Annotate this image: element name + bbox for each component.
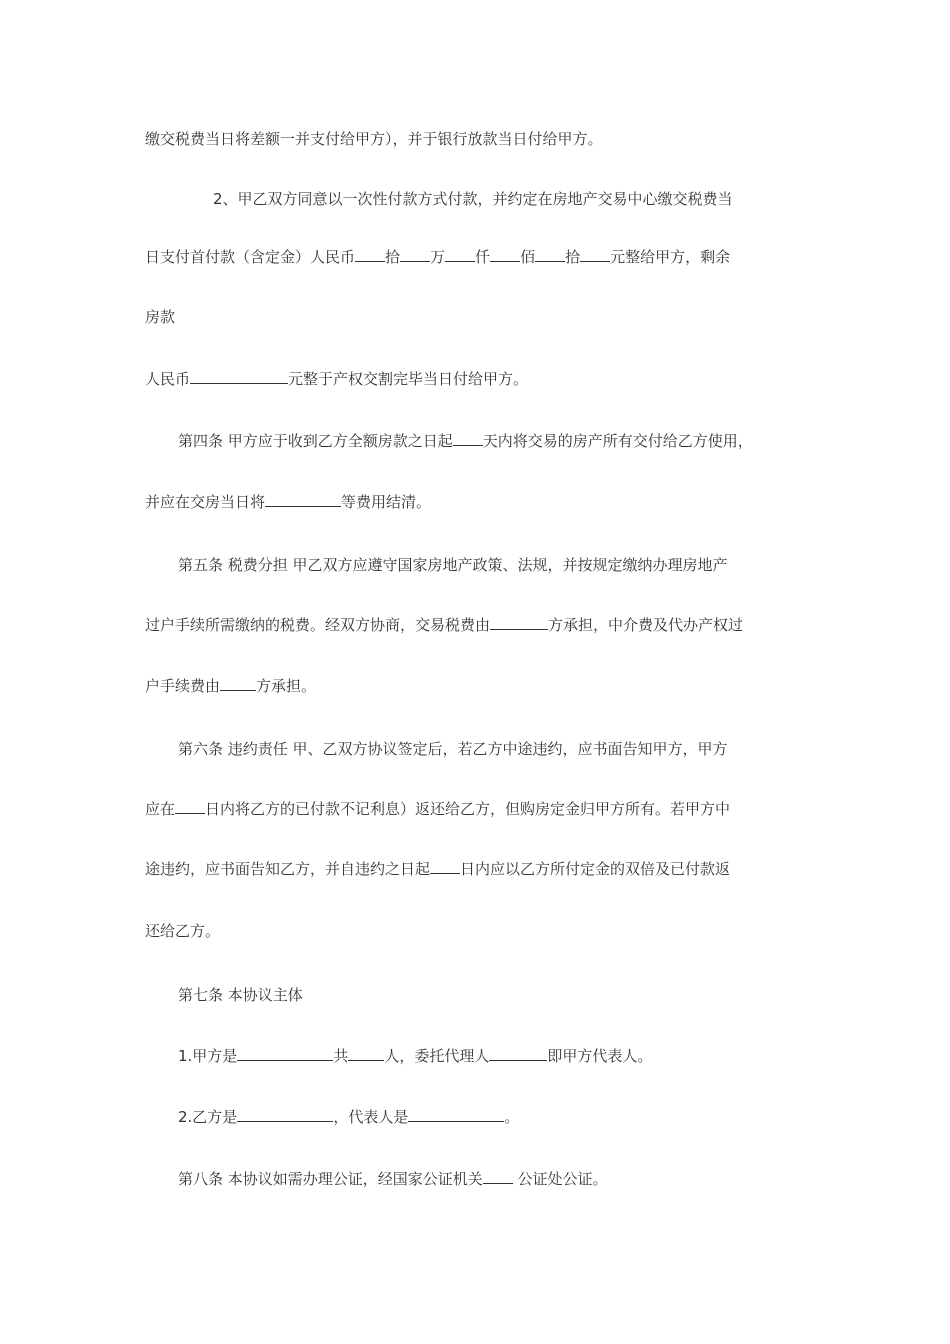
text: 。 <box>504 1108 520 1126</box>
paragraph-line <box>145 798 730 820</box>
blank-field[interactable] <box>453 430 483 446</box>
text: 人民币 <box>145 370 191 388</box>
paragraph-line <box>145 128 603 150</box>
blank-field[interactable] <box>430 858 460 874</box>
blank-field[interactable] <box>237 1106 333 1122</box>
paragraph-line <box>178 1106 519 1128</box>
blank-field[interactable] <box>355 246 385 262</box>
blank-field[interactable] <box>445 246 475 262</box>
text: 日内将乙方的已付款不记利息）返还给乙方，但购房定金归甲方所有。若甲方中 <box>205 800 731 818</box>
paragraph-line <box>145 491 431 513</box>
text: 第六条 违约责任 甲、乙双方协议签定后，若乙方中途违约，应书面告知甲方，甲方 <box>178 740 728 758</box>
text: 2.乙方是 <box>178 1108 238 1126</box>
text: 方承担。 <box>256 677 317 695</box>
text: 佰 <box>520 248 536 266</box>
text: 2、甲乙双方同意以一次性付款方式付款，并约定在房地产交易中心缴交税费当 <box>213 190 733 208</box>
text: 万 <box>430 248 446 266</box>
blank-field[interactable] <box>408 1106 504 1122</box>
blank-field[interactable] <box>535 246 565 262</box>
text: 并应在交房当日将 <box>145 493 266 511</box>
text: 途违约，应书面告知乙方，并自违约之日起 <box>145 860 431 878</box>
text: 天内将交易的房产所有交付给乙方使用， <box>482 432 753 450</box>
text: 拾 <box>565 248 581 266</box>
blank-field[interactable] <box>483 1168 513 1184</box>
paragraph-line <box>178 738 728 760</box>
blank-field[interactable] <box>190 368 288 384</box>
paragraph-line <box>145 246 730 268</box>
paragraph-line <box>145 858 730 880</box>
text: 第八条 本协议如需办理公证，经国家公证机关 <box>178 1170 483 1188</box>
text: 过户手续所需缴纳的税费。经双方协商，交易税费由 <box>145 616 491 634</box>
text: 1.甲方是 <box>178 1047 238 1065</box>
blank-field[interactable] <box>490 614 548 630</box>
text: 日内应以乙方所付定金的双倍及已付款返 <box>460 860 731 878</box>
text: 应在 <box>145 800 176 818</box>
text: 共 <box>333 1047 349 1065</box>
blank-field[interactable] <box>400 246 430 262</box>
paragraph-line <box>178 1045 652 1067</box>
text: 缴交税费当日将差额一并支付给甲方），并于银行放款当日付给甲方。 <box>145 130 603 148</box>
text: 公证处公证。 <box>512 1170 608 1188</box>
blank-field[interactable] <box>237 1045 333 1061</box>
blank-field[interactable] <box>348 1045 384 1061</box>
text: 户手续费由 <box>145 677 221 695</box>
blank-field[interactable] <box>220 675 256 691</box>
paragraph-line <box>145 675 316 697</box>
section-heading <box>178 984 303 1006</box>
text: 房款 <box>145 308 176 326</box>
blank-field[interactable] <box>490 246 520 262</box>
text: 第四条 甲方应于收到乙方全额房款之日起 <box>178 432 453 450</box>
text: 还给乙方。 <box>145 922 221 940</box>
paragraph-line <box>178 1168 608 1190</box>
text: 元整给甲方，剩余 <box>610 248 731 266</box>
text: 元整于产权交割完毕当日付给甲方。 <box>288 370 529 388</box>
blank-field[interactable] <box>175 798 205 814</box>
blank-field[interactable] <box>265 491 341 507</box>
paragraph-line <box>213 188 733 210</box>
text: 拾 <box>385 248 401 266</box>
text: 日支付首付款（含定金）人民币 <box>145 248 356 266</box>
paragraph-line <box>145 614 743 636</box>
text: 即甲方代表人。 <box>547 1047 653 1065</box>
paragraph-line <box>145 920 220 942</box>
text: 第七条 本协议主体 <box>178 986 303 1004</box>
paragraph-line <box>145 368 528 390</box>
blank-field[interactable] <box>489 1045 547 1061</box>
text: 仟 <box>475 248 491 266</box>
text: 人，委托代理人 <box>384 1047 490 1065</box>
blank-field[interactable] <box>580 246 610 262</box>
paragraph-line <box>178 554 728 576</box>
paragraph-line <box>178 430 753 452</box>
text: 第五条 税费分担 甲乙双方应遵守国家房地产政策、法规，并按规定缴纳办理房地产 <box>178 556 728 574</box>
text: ，代表人是 <box>333 1108 409 1126</box>
text: 方承担，中介费及代办产权过 <box>548 616 744 634</box>
text: 等费用结清。 <box>341 493 432 511</box>
paragraph-line <box>145 306 175 328</box>
